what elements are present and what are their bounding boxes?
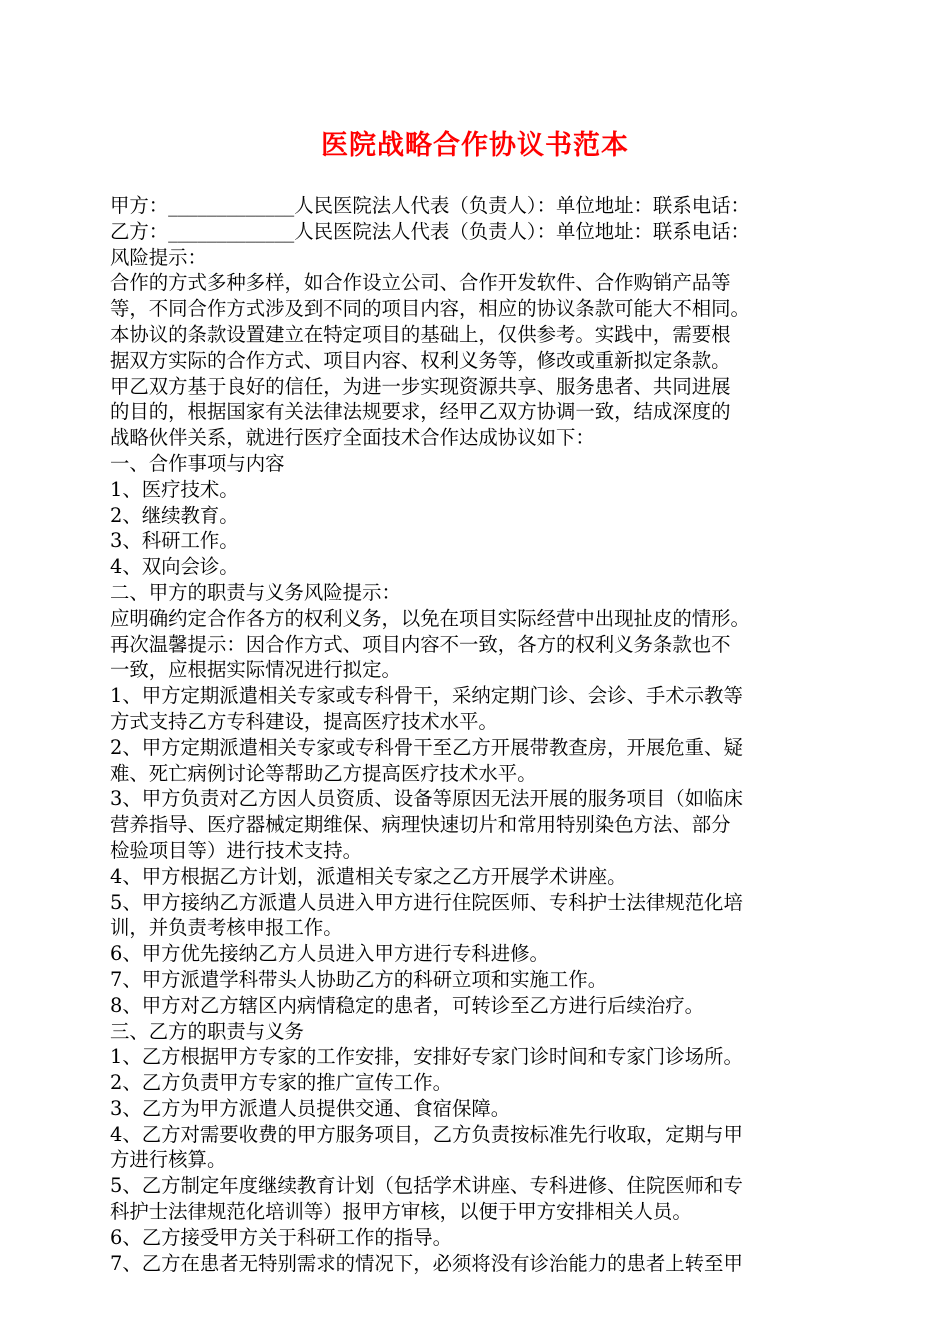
text-line: 应明确约定合作各方的权利义务，以免在项目实际经营中出现扯皮的情形。 [110, 606, 750, 630]
text-line: 一、合作事项与内容 [110, 451, 285, 475]
text-line: 训，并负责考核申报工作。 [110, 916, 343, 940]
text-line: 1、乙方根据甲方专家的工作安排，安排好专家门诊时间和专家门诊场所。 [110, 1045, 743, 1069]
text-line: 三、乙方的职责与义务 [110, 1019, 304, 1043]
text-line: 本协议的条款设置建立在特定项目的基础上，仅供参考。实践中，需要根 [110, 322, 731, 346]
text-line: 战略伙伴关系，就进行医疗全面技术合作达成协议如下： [110, 426, 595, 450]
text-line: 5、乙方制定年度继续教育计划（包括学术讲座、专科进修、住院医师和专 [110, 1174, 743, 1198]
text-line: 4、乙方对需要收费的甲方服务项目，乙方负责按标准先行收取，定期与甲 [110, 1122, 743, 1146]
text-line: 难、死亡病例讨论等帮助乙方提高医疗技术水平。 [110, 761, 537, 785]
text-line: 1、甲方定期派遣相关专家或专科骨干，采纳定期门诊、会诊、手术示教等 [110, 684, 743, 708]
text-line: 2、甲方定期派遣相关专家或专科骨干至乙方开展带教查房，开展危重、疑 [110, 735, 743, 759]
text-line: 据双方实际的合作方式、项目内容、权利义务等，修改或重新拟定条款。 [110, 348, 731, 372]
document-body [110, 193, 845, 1276]
text-line: 6、乙方接受甲方关于科研工作的指导。 [110, 1225, 452, 1249]
text-line: 等，不同合作方式涉及到不同的项目内容，相应的协议条款可能大不相同。 [110, 297, 750, 321]
text-line: 检验项目等）进行技术支持。 [110, 838, 363, 862]
text-line: 风险提示： [110, 245, 207, 269]
text-line: 营养指导、医疗器械定期维保、病理快速切片和常用特别染色方法、部分 [110, 813, 731, 837]
document-title: 医院战略合作协议书范本 [321, 130, 629, 161]
text-line: 方进行核算。 [110, 1148, 227, 1172]
text-line: 二、甲方的职责与义务风险提示： [110, 580, 401, 604]
text-line: 5、甲方接纳乙方派遣人员进入甲方进行住院医师、专科护士法律规范化培 [110, 890, 743, 914]
text-line: 3、科研工作。 [110, 529, 239, 553]
text-line: 4、甲方根据乙方计划，派遣相关专家之乙方开展学术讲座。 [110, 864, 627, 888]
text-line: 合作的方式多种多样，如合作设立公司、合作开发软件、合作购销产品等 [110, 271, 731, 295]
text-line: 再次温馨提示：因合作方式、项目内容不一致，各方的权利义务条款也不 [110, 632, 731, 656]
text-line: 7、甲方派遣学科带头人协助乙方的科研立项和实施工作。 [110, 967, 608, 991]
text-line: 2、继续教育。 [110, 503, 239, 527]
text-line: 3、甲方负责对乙方因人员资质、设备等原因无法开展的服务项目（如临床 [110, 787, 743, 811]
text-line: 4、双向会诊。 [110, 555, 239, 579]
text-line: 3、乙方为甲方派遣人员提供交通、食宿保障。 [110, 1096, 511, 1120]
text-line: 6、甲方优先接纳乙方人员进入甲方进行专科进修。 [110, 942, 549, 966]
text-line: 8、甲方对乙方辖区内病情稳定的患者，可转诊至乙方进行后续治疗。 [110, 993, 705, 1017]
text-line: 甲乙双方基于良好的信任，为进一步实现资源共享、服务患者、共同进展 [110, 374, 731, 398]
text-line: 乙方：_____________人民医院法人代表（负责人）：单位地址：联系电话： [110, 219, 750, 243]
text-line: 方式支持乙方专科建设，提高医疗技术水平。 [110, 709, 498, 733]
text-line: 一致，应根据实际情况进行拟定。 [110, 658, 401, 682]
text-line: 1、医疗技术。 [110, 477, 239, 501]
text-line: 2、乙方负责甲方专家的推广宣传工作。 [110, 1071, 452, 1095]
text-line: 7、乙方在患者无特别需求的情况下，必须将没有诊治能力的患者上转至甲 [110, 1251, 743, 1275]
text-line: 的目的，根据国家有关法律法规要求，经甲乙双方协调一致，结成深度的 [110, 400, 731, 424]
text-line: 甲方：_____________人民医院法人代表（负责人）：单位地址：联系电话： [110, 194, 750, 217]
text-line: 科护士法律规范化培训等）报甲方审核，以便于甲方安排相关人员。 [110, 1200, 692, 1224]
